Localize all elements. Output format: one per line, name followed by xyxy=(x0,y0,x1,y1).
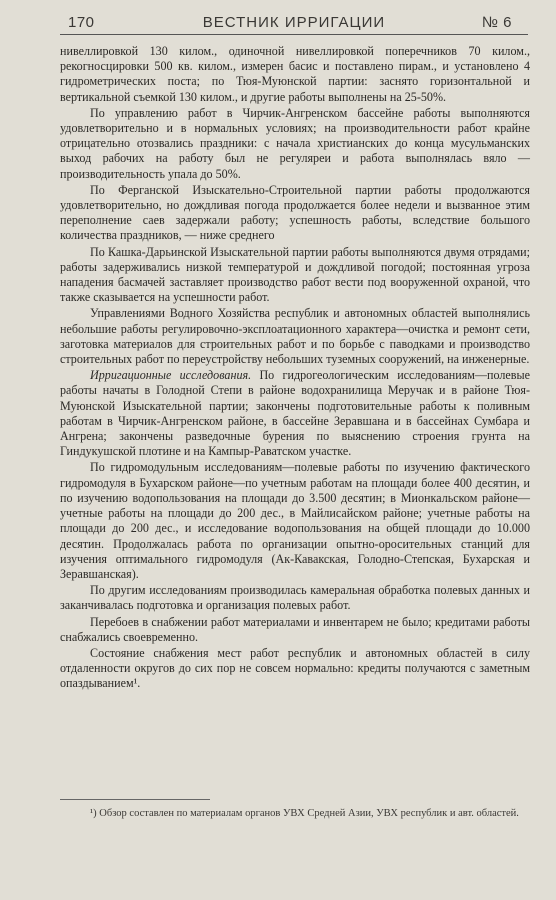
paragraph: По Кашка-Дарьинской Изыскательной партии работы выполняются двумя отрядами; работы задерживались низкой температурой и дождливой погодой; постоянная угроза нападения басмачей заставляет производство работ вести под вооруженной охраной, что также сказывается на успешности работ. xyxy=(60,244,530,305)
page-header xyxy=(60,10,528,35)
paragraph: Перебоев в снабжении работ материалами и инвентарем не было; кредитами работы снабжались своевременно. xyxy=(60,614,530,644)
section-heading: Ирригационные исследования. xyxy=(90,368,252,383)
journal-title: ВЕСТНИК ИРРИГАЦИИ xyxy=(202,14,386,31)
footnote-divider xyxy=(60,799,210,800)
page-number: 170 xyxy=(68,14,95,31)
section-text: По гидрогеологическим исследованиям—полевые работы начаты в Голодной Степи в районе водохранилища Меручак и в районе Тюя-Муюнской Изыскательной партии; закончены подготовительные работы к поливным работам в Чирчик-Ангренском районе, в бассейне Зеравшана и в бассейнах Сумбара и Ангрена; закончены разведочные бурения по выяснению строения грунта на Гиндукушской плотине и на Кампыр-Раватском участке. xyxy=(60,368,530,459)
paragraph: По управлению работ в Чирчик-Ангренском бассейне работы выполняются удовлетворительно и в нормальных условиях; на производительности работ крайне отрицательно отозвались праздники: с начала христианских до конца мусульманских выход рабочих на работу был не регуляреи и работа выполнялась вяло — производительность упала до 50%. xyxy=(60,105,530,181)
paragraph: Состояние снабжения мест работ республик и автономных областей в силу отдаленности округов до сих пор не совсем нормально: кредиты получаются с заметным опаздыванием¹. xyxy=(60,645,530,691)
paragraph: По Ферганской Изыскательно-Строительной партии работы продолжаются удовлетворительно, но дождливая погода продолжается более недели и вызванное этим переполнение саев задержали работу; успешность работы, вследствие большого количества праздников, — ниже среднего xyxy=(60,182,530,243)
paragraph: нивеллировкой 130 килом., одиночной нивеллировкой поперечников 70 килом., рекогносцировки 500 кв. килом., измерен басис и поставлено пирам., и установлено 4 гидрометрических поста; по Тюя-Муюнской партии: заснято горизонтальной и вертикальной съемкой 130 килом., и другие работы выполнены на 25-50%. xyxy=(60,44,530,104)
paragraph: По гидромодульным исследованиям—полевые работы по изучению фактического гидромодуля в Бухарском районе—по учетным работам на площади более 400 десятин, и по изучению водопользования на площади до 3.500 десятин; в Мионкальском районе—учетные работы на площади до 200 дес., в Майлисайском районе; учетные работы на площади до 200 дес., и исследование водопользования на общей площади до 10.000 десятин. Продолжалась работа по организации опытно-оросительных станций для изучения оптимального гидромодуля (Ак-Кавакская, Голодно-Степская, Бухарская и Зеравшанская). xyxy=(60,460,530,581)
paragraph: По другим исследованиям производилась камеральная обработка полевых данных и заканчивалась подготовка и организация полевых работ. xyxy=(60,583,530,613)
body-text xyxy=(60,44,530,693)
issue-number: № 6 xyxy=(481,14,512,31)
footnote: ¹) Обзор составлен по материалам органов УВХ Средней Азии, УВХ республик и авт. областей. xyxy=(90,808,519,819)
paragraph-section xyxy=(60,368,530,459)
paragraph: Управлениями Водного Хозяйства республик и автономных областей выполнялись небольшие работы регулировочно-эксплоатационного характера—очистка и ремонт сети, заготовка материалов для строительных работ и по борьбе с паводками и производство строительных работ по переустройству небольших туземных сооружений, на инженерные. xyxy=(60,306,530,367)
